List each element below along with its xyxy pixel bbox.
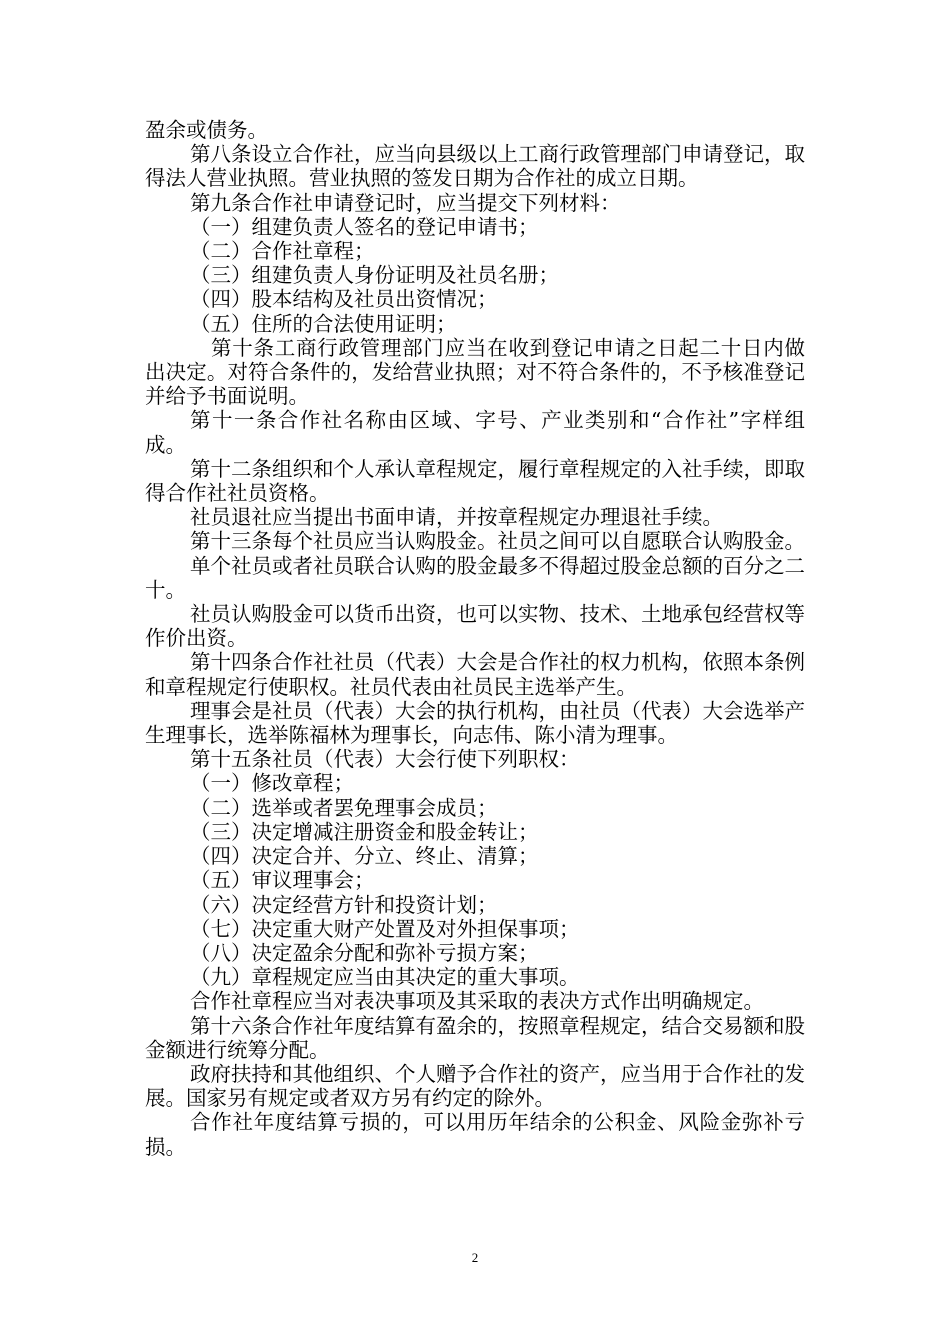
paragraph: 社员退社应当提出书面申请，并按章程规定办理退社手续。: [190, 505, 723, 530]
paragraph: 第十二条组织和个人承认章程规定，履行章程规定的入社手续，即取得合作社社员资格。: [145, 456, 805, 506]
document-body: [145, 118, 805, 1159]
paragraph: 第十五条社员（代表）大会行使下列职权：: [190, 747, 580, 772]
paragraph: （三）决定增减注册资金和股金转让；: [190, 819, 539, 844]
paragraph: 合作社年度结算亏损的，可以用历年结余的公积金、风险金弥补亏损。: [145, 1110, 805, 1159]
paragraph: 合作社章程应当对表决事项及其采取的表决方式作出明确规定。: [190, 989, 764, 1014]
paragraph: （五）住所的合法使用证明；: [190, 311, 457, 336]
paragraph: 单个社员或者社员联合认购的股金最多不得超过股金总额的百分之二十。: [145, 553, 805, 602]
paragraph: 社员认购股金可以货币出资，也可以实物、技术、土地承包经营权等作价出资。: [145, 602, 805, 651]
paragraph: 盈余或债务。: [145, 118, 268, 142]
paragraph: 第十六条合作社年度结算有盈余的，按照章程规定，结合交易额和股金额进行统筹分配。: [145, 1013, 805, 1062]
paragraph: （二）合作社章程；: [190, 239, 375, 264]
paragraph: （四）股本结构及社员出资情况；: [190, 287, 498, 312]
page-number: 2: [471, 1250, 479, 1265]
paragraph: 政府扶持和其他组织、个人赠予合作社的资产，应当用于合作社的发展。国家另有规定或者双方另有约定的除外。: [145, 1061, 805, 1111]
paragraph: （八）决定盈余分配和弥补亏损方案；: [190, 940, 539, 965]
paragraph: （三）组建负责人身份证明及社员名册；: [190, 263, 559, 288]
paragraph: （四）决定合并、分立、终止、清算；: [190, 844, 539, 869]
paragraph: 第十一条合作社名称由区域、字号、产业类别和“合作社”字样组成。: [145, 408, 805, 457]
paragraph: （二）选举或者罢免理事会成员；: [190, 795, 498, 820]
paragraph: （九）章程规定应当由其决定的重大事项。: [190, 965, 580, 990]
paragraph: 理事会是社员（代表）大会的执行机构，由社员（代表）大会选举产生理事长，选举陈福林为理事长，向志伟、陈小清为理事。: [145, 698, 805, 748]
paragraph: 第十三条每个社员应当认购股金。社员之间可以自愿联合认购股金。: [190, 529, 805, 554]
paragraph: （一）组建负责人签名的登记申请书；: [190, 214, 539, 239]
paragraph: 第八条设立合作社，应当向县级以上工商行政管理部门申请登记，取得法人营业执照。营业执照的签发日期为合作社的成立日期。: [145, 142, 805, 191]
paragraph: （六）决定经营方针和投资计划；: [190, 892, 498, 917]
paragraph: 第十四条合作社社员（代表）大会是合作社的权力机构，依照本条例和章程规定行使职权。社员代表由社员民主选举产生。: [145, 650, 805, 699]
paragraph: （七）决定重大财产处置及对外担保事项；: [190, 916, 580, 941]
paragraph: 第九条合作社申请登记时，应当提交下列材料：: [190, 190, 621, 215]
paragraph: （五）审议理事会；: [190, 868, 375, 893]
paragraph: （一）修改章程；: [190, 771, 354, 796]
paragraph: 第十条工商行政管理部门应当在收到登记申请之日起二十日内做出决定。对符合条件的，发给营业执照；对不符合条件的，不予核准登记并给予书面说明。: [145, 335, 805, 409]
